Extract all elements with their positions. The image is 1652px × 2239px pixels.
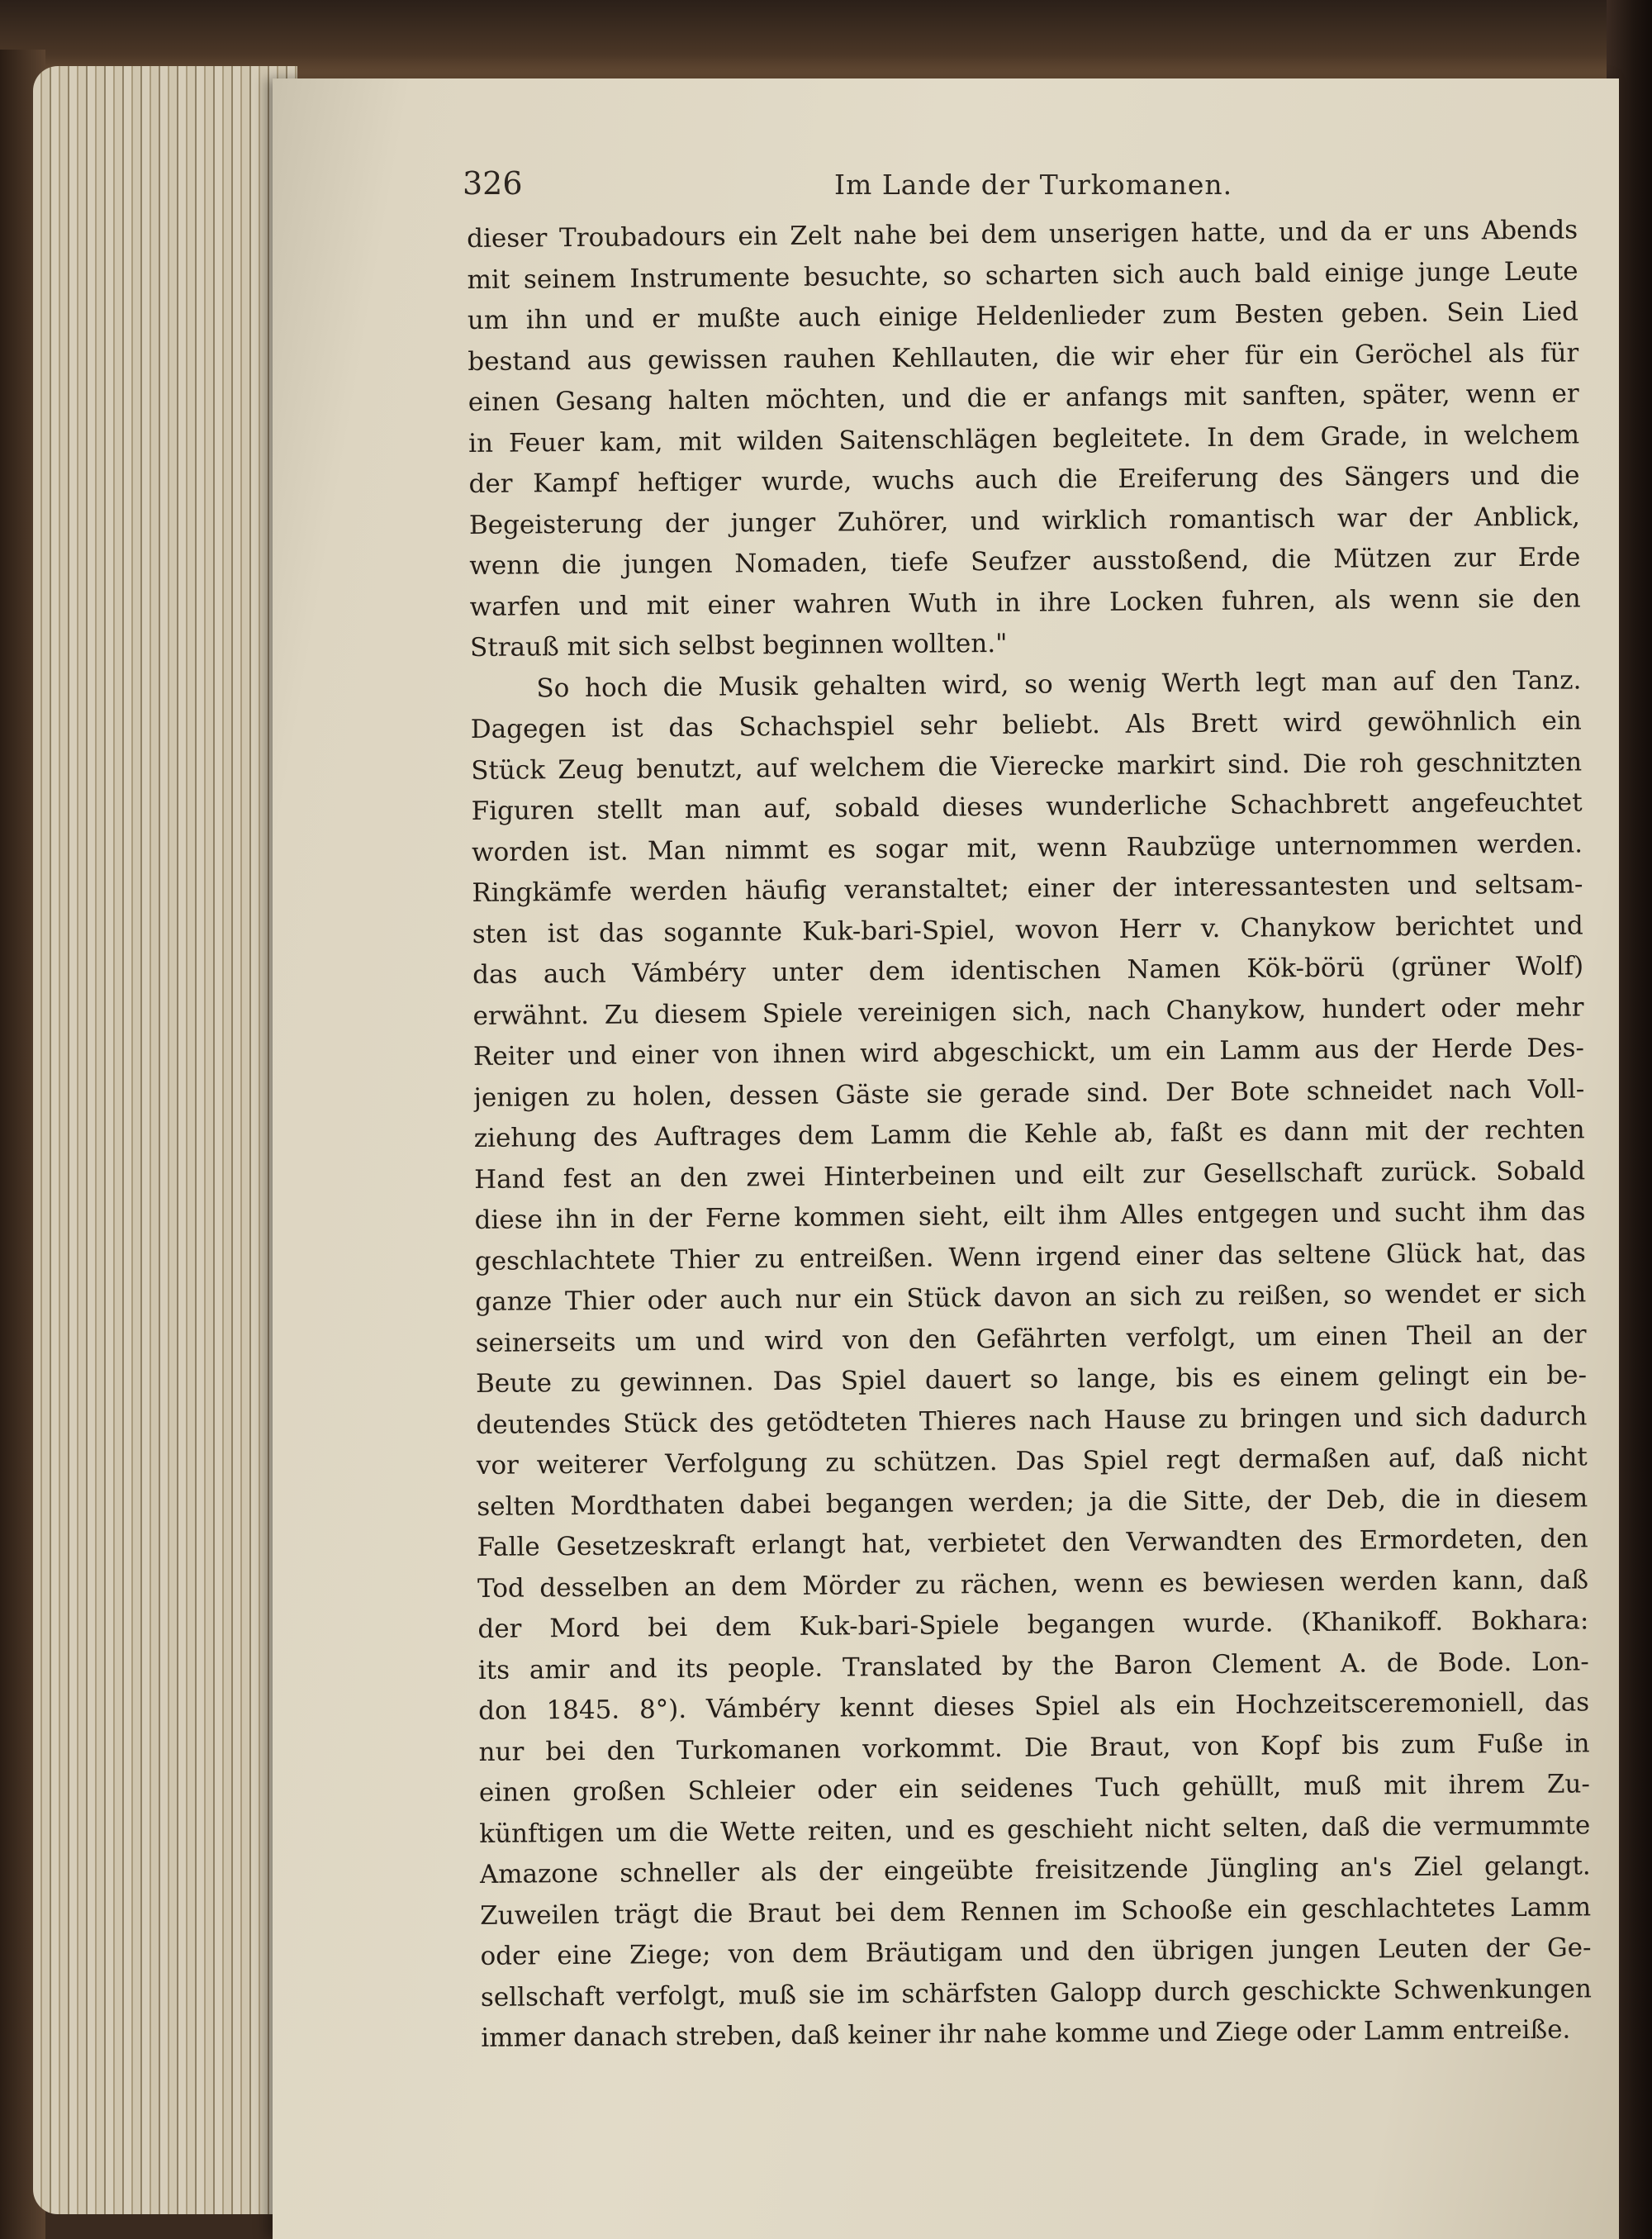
text-line: selten Mordthaten dabei begangen werden; ja die Sitte, der Deb, die in diesem [477, 1482, 1588, 1522]
text-line: vor weiterer Verfolgung zu schützen. Das Spiel regt dermaßen auf, daß nicht [476, 1442, 1588, 1481]
running-head-title: Im Lande der Turkomanen. [834, 169, 1233, 201]
text-line: Beute zu gewinnen. Das Spiel dauert so lange, bis es einem gelingt ein be- [475, 1360, 1588, 1399]
text-line: Tod desselben an dem Mörder zu rächen, wenn es bewiesen werden kann, daß [477, 1564, 1589, 1604]
text-line: sten ist das sogannte Kuk-bari-Spiel, wovon Herr v. Chanykow berichtet und [472, 910, 1583, 949]
text-line: Strauß mit sich selbst beginnen wollten." [469, 628, 1008, 663]
text-line: don 1845. 8°). Vámbéry kennt dieses Spiel als ein Hochzeitsceremoniell, das [478, 1687, 1590, 1726]
text-line: Begeisterung der junger Zuhörer, und wirklich romantisch war der Anblick, [468, 501, 1581, 540]
text-line: dieser Troubadours ein Zelt nahe bei dem unserigen hatte, und da er uns Abends [467, 215, 1578, 254]
text-line: der Mord bei dem Kuk-bari-Spiele begangen wurde. (Khanikoff. Bokhara: [477, 1605, 1589, 1644]
text-line: Amazone schneller als der eingeübte freisitzende Jüngling an's Ziel gelangt. [479, 1851, 1591, 1890]
text-line: das auch Vámbéry unter dem identischen Namen Kök-börü (grüner Wolf) [472, 951, 1584, 990]
text-line: Hand fest an den zwei Hinterbeinen und eilt zur Gesellschaft zurück. Sobald [473, 1155, 1586, 1195]
page-edges-stack [33, 66, 297, 2214]
text-line: künftigen um die Wette reiten, und es geschieht nicht selten, daß die vermummte [479, 1809, 1591, 1849]
text-line: deutendes Stück des getödteten Thieres nach Hause zu bringen und sich dadurch [476, 1400, 1588, 1440]
text-line: Figuren stellt man auf, sobald dieses wunderliche Schachbrett angefeuchtet [471, 787, 1583, 826]
text-line: immer danach streben, daß keiner ihr nahe komme und Ziege oder Lamm entreiße. [481, 2014, 1571, 2053]
text-line: mit seinem Instrumente besuchte, so scharten sich auch bald einige junge Leute [467, 255, 1578, 295]
text-line: ziehung des Auftrages dem Lamm die Kehle ab, faßt es dann mit der rechten [473, 1115, 1585, 1153]
text-line: Dagegen ist das Schachspiel sehr beliebt. Als Brett wird gewöhnlich ein [470, 706, 1582, 744]
text-line: nur bei den Turkomanen vorkommt. Die Braut, von Kopf bis zum Fuße in [478, 1728, 1590, 1767]
text-line: einen großen Schleier oder ein seidenes Tuch gehüllt, muß mit ihrem Zu- [478, 1769, 1591, 1808]
text-line: geschlachtete Thier zu entreißen. Wenn irgend einer das seltene Glück hat, das [474, 1237, 1587, 1276]
text-line: Stück Zeug benutzt, auf welchem die Vierecke markirt sind. Die roh geschnitzten [471, 746, 1583, 786]
text-line: erwähnt. Zu diesem Spiele vereinigen sich, nach Chanykow, hundert oder mehr [472, 991, 1584, 1031]
text-line: der Kampf heftiger wurde, wuchs auch die Ereiferung des Sängers und die [468, 460, 1580, 499]
body-text [467, 210, 1593, 2160]
page-number: 326 [463, 165, 523, 202]
text-line: Zuweilen trägt die Braut bei dem Rennen im Schooße ein geschlachtetes Lamm [479, 1891, 1592, 1931]
text-line: Reiter und einer von ihnen wird abgeschickt, um ein Lamm aus der Herde Des- [472, 1033, 1585, 1072]
text-line: sellschaft verfolgt, muß sie im schärfsten Galopp durch geschickte Schwenkungen [480, 1973, 1593, 2013]
text-line: So hoch die Musik gehalten wird, so wenig Werth legt man auf den Tanz. [536, 664, 1582, 703]
text-line: jenigen zu holen, dessen Gäste sie gerade sind. Der Bote schneidet nach Voll- [473, 1073, 1585, 1113]
text-line: warfen und mit einer wahren Wuth in ihre Locken fuhren, als wenn sie den [469, 582, 1581, 622]
text-line: in Feuer kam, mit wilden Saitenschlägen begleitete. In dem Grade, in welchem [468, 419, 1580, 459]
text-line: um ihn und er mußte auch einige Heldenlieder zum Besten geben. Sein Lied [467, 297, 1579, 335]
book-page [273, 78, 1619, 2239]
text-line: Falle Gesetzeskraft erlangt hat, verbietet den Verwandten des Ermordeten, den [477, 1524, 1588, 1562]
text-line: einen Gesang halten möchten, und die er anfangs mit sanften, später, wenn er [468, 378, 1579, 417]
text-line: ganze Thier oder auch nur ein Stück davon an sich zu reißen, so wendet er sich [475, 1278, 1587, 1317]
text-line: Ringkämfe werden häufig veranstaltet; einer der interessantesten und seltsam- [472, 869, 1583, 908]
running-head [463, 165, 1487, 215]
text-line: seinerseits um und wird von den Gefährten verfolgt, um einen Theil an der [475, 1319, 1587, 1358]
text-line: oder eine Ziege; von dem Bräutigam und den übrigen jungen Leuten der Ge- [480, 1932, 1592, 1971]
text-line: bestand aus gewissen rauhen Kehllauten, die wir eher für ein Geröchel als für [468, 337, 1579, 377]
text-line: worden ist. Man nimmt es sogar mit, wenn Raubzüge unternommen werden. [471, 828, 1583, 868]
text-line: wenn die jungen Nomaden, tiefe Seufzer ausstoßend, die Mützen zur Erde [469, 542, 1581, 581]
text-line: diese ihn in der Ferne kommen sieht, eilt ihm Alles entgegen und sucht ihm das [474, 1196, 1586, 1235]
text-line: its amir and its people. Translated by the Baron Clement A. de Bode. Lon- [477, 1646, 1589, 1685]
